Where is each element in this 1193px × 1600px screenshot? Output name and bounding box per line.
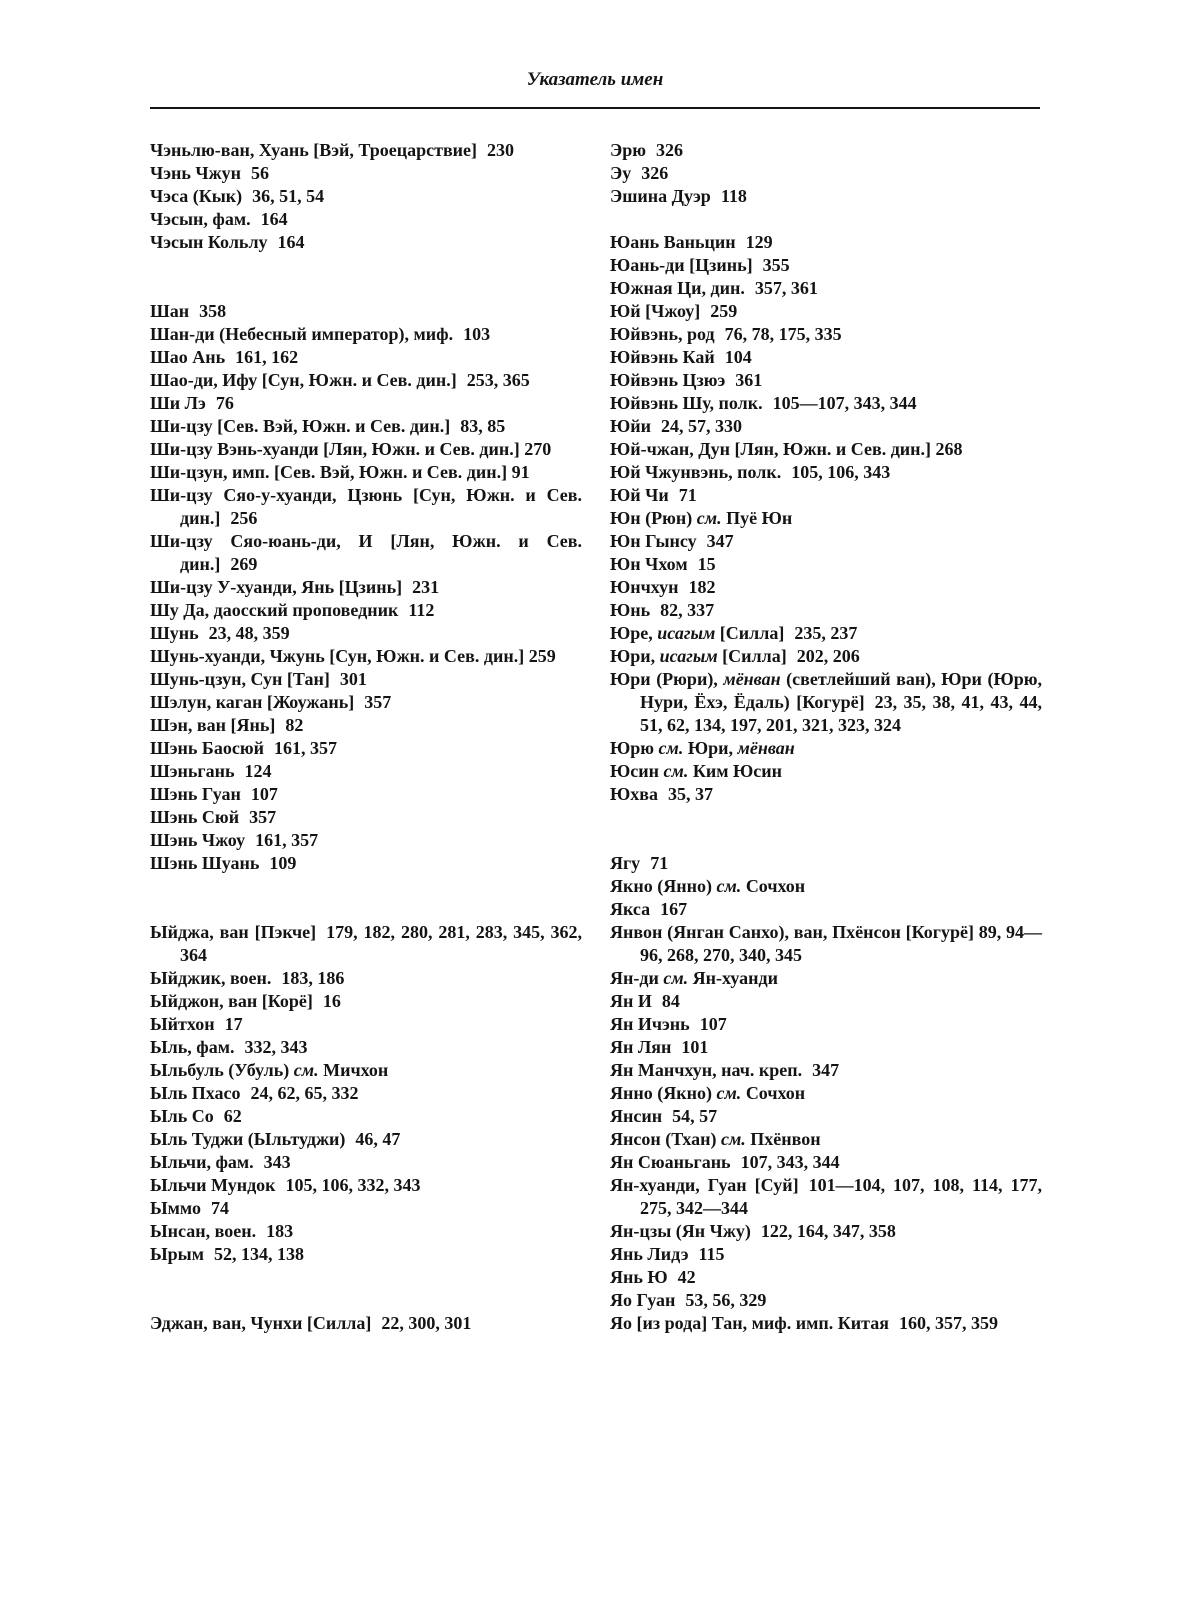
section-gap [150, 1266, 582, 1312]
index-entry: Ши-цзу [Сев. Вэй, Южн. и Сев. дин.] 83, 85 [150, 416, 506, 436]
index-entry: Юхва 35, 37 [610, 784, 713, 804]
index-entry: Эрю 326 [610, 140, 683, 160]
index-entry: Яо Гуан 53, 56, 329 [610, 1290, 767, 1310]
index-entry: Ыль Со 62 [150, 1106, 242, 1126]
index-entry: Ягу 71 [610, 853, 669, 873]
index-entry: Шэньгань 124 [150, 761, 272, 781]
index-entry: Янвон (Янган Санхо), ван, Пхёнсон [Когурё] 89, 94—96, 268, 270, 340, 345 [610, 922, 1042, 965]
index-entry: Ыль, фам. 332, 343 [150, 1037, 308, 1057]
index-entry: Яо [из рода] Тан, миф. имп. Китая 160, 357, 359 [610, 1313, 998, 1333]
index-entry: Янь Лидэ 115 [610, 1244, 725, 1264]
index-entry: Ырым 52, 134, 138 [150, 1244, 304, 1264]
index-entry: Янсин 54, 57 [610, 1106, 718, 1126]
index-entry: Юй-чжан, Дун [Лян, Южн. и Сев. дин.] 268 [610, 439, 963, 459]
index-entry: Шунь 23, 48, 359 [150, 623, 290, 643]
header-rule [150, 107, 1040, 109]
index-entry: Юйвэнь Кай 104 [610, 347, 752, 367]
index-entry: Юн Чхом 15 [610, 554, 716, 574]
index-entry: Ыйджон, ван [Корё] 16 [150, 991, 341, 1011]
index-entry: Юре, исагым [Силла] 235, 237 [610, 623, 858, 643]
index-entry: Ыль Пхасо 24, 62, 65, 332 [150, 1083, 359, 1103]
index-entry: Ян Лян 101 [610, 1037, 709, 1057]
index-entry: Юри, исагым [Силла] 202, 206 [610, 646, 860, 666]
index-entry: Ыльчи Мундок 105, 106, 332, 343 [150, 1175, 421, 1195]
index-entry: Шэнь Чжоу 161, 357 [150, 830, 319, 850]
index-entry: Ыммо 74 [150, 1198, 229, 1218]
index-entry: Чэсын, фам. 164 [150, 209, 288, 229]
section-gap [610, 208, 1042, 231]
index-entry: Ши-цзу Сяо-юань-ди, И [Лян, Южн. и Сев. дин.] 269 [150, 531, 582, 574]
index-entry: Ши-цзу Сяо-у-хуанди, Цзюнь [Сун, Южн. и Сев. дин.] 256 [150, 485, 582, 528]
index-entry: Ынсан, воен. 183 [150, 1221, 294, 1241]
index-entry: Шу Да, даосский проповедник 112 [150, 600, 435, 620]
index-entry: Ян И 84 [610, 991, 680, 1011]
index-entry: Ши-цзу У-хуанди, Янь [Цзинь] 231 [150, 577, 440, 597]
section-gap [610, 806, 1042, 852]
index-entry: Ши-цзу Вэнь-хуанди [Лян, Южн. и Сев. дин.] 270 [150, 439, 552, 459]
index-entry: Шэнь Сюй 357 [150, 807, 277, 827]
index-entry: Ыйджик, воен. 183, 186 [150, 968, 345, 988]
index-entry: Шунь-хуанди, Чжунь [Сун, Южн. и Сев. дин.] 259 [150, 646, 556, 666]
index-entry: Юйвэнь, род 76, 78, 175, 335 [610, 324, 842, 344]
index-entry: Шао Ань 161, 162 [150, 347, 299, 367]
index-entry: Юй [Чжоу] 259 [610, 301, 738, 321]
index-entry: Ыйтхон 17 [150, 1014, 243, 1034]
index-entry: Ши Лэ 76 [150, 393, 234, 413]
index-entry: Юн Гынсу 347 [610, 531, 734, 551]
index-entry: Чэнь Чжун 56 [150, 163, 270, 183]
index-column-left [150, 139, 582, 1335]
index-entry: Эджан, ван, Чунхи [Силла] 22, 300, 301 [150, 1313, 472, 1333]
section-gap [150, 254, 582, 300]
index-entry: Юй Чжунвэнь, полк. 105, 106, 343 [610, 462, 891, 482]
index-entry: Юн (Рюн) см. Пуё Юн [610, 508, 793, 528]
index-entry: Ян Манчхун, нач. креп. 347 [610, 1060, 840, 1080]
index-entry: Юань Ваньцин 129 [610, 232, 773, 252]
index-entry: Юйвэнь Шу, полк. 105—107, 343, 344 [610, 393, 917, 413]
index-entry: Эу 326 [610, 163, 669, 183]
index-entry: Юй Чи 71 [610, 485, 697, 505]
index-entry: Ыльбуль (Убуль) см. Мичхон [150, 1060, 389, 1080]
index-entry: Ыйджа, ван [Пэкче] 179, 182, 280, 281, 283, 345, 362, 364 [150, 922, 582, 965]
index-entry: Шао-ди, Ифу [Сун, Южн. и Сев. дин.] 253, 365 [150, 370, 530, 390]
section-gap [150, 875, 582, 921]
index-entry: Шан 358 [150, 301, 227, 321]
index-entry: Якно (Янно) см. Сочхон [610, 876, 806, 896]
index-column-right [610, 139, 1042, 1335]
index-entry: Юйвэнь Цзюэ 361 [610, 370, 763, 390]
index-entry: Янь Ю 42 [610, 1267, 696, 1287]
index-entry: Якса 167 [610, 899, 688, 919]
index-entry: Шэнь Гуан 107 [150, 784, 278, 804]
index-entry: Шан-ди (Небесный император), миф. 103 [150, 324, 491, 344]
index-entry: Чэса (Кык) 36, 51, 54 [150, 186, 325, 206]
index-entry: Шэнь Баосюй 161, 357 [150, 738, 337, 758]
index-entry: Ян-хуанди, Гуан [Суй] 101—104, 107, 108, 114, 177, 275, 342—344 [610, 1175, 1042, 1218]
index-entry: Южная Ци, дин. 357, 361 [610, 278, 818, 298]
index-entry: Янсон (Тхан) см. Пхёнвон [610, 1129, 821, 1149]
index-entry: Юйи 24, 57, 330 [610, 416, 743, 436]
index-entry: Ян Ичэнь 107 [610, 1014, 727, 1034]
index-entry: Юри (Рюри), мёнван (светлейший ван), Юри (Юрю, Нури, Ёхэ, Ёдаль) [Когурё] 23, 35, 38, 41, 43, 44, 51, 62, 134, 197, 201, 321, 323, 324 [610, 669, 1042, 735]
index-entry: Ян-цзы (Ян Чжу) 122, 164, 347, 358 [610, 1221, 896, 1241]
index-entry: Юсин см. Ким Юсин [610, 761, 783, 781]
index-entry: Ян Сюаньгань 107, 343, 344 [610, 1152, 840, 1172]
index-entry: Ыль Туджи (Ыльтуджи) 46, 47 [150, 1129, 401, 1149]
index-entry: Шунь-цзун, Сун [Тан] 301 [150, 669, 367, 689]
index-entry: Янно (Якно) см. Сочхон [610, 1083, 806, 1103]
index-entry: Ян-ди см. Ян-хуанди [610, 968, 778, 988]
index-entry: Шэлун, каган [Жоужань] 357 [150, 692, 392, 712]
index-entry: Ши-цзун, имп. [Сев. Вэй, Южн. и Сев. дин.] 91 [150, 462, 530, 482]
index-entry: Юрю см. Юри, мёнван [610, 738, 795, 758]
index-entry: Чэньлю-ван, Хуань [Вэй, Троецарствие] 230 [150, 140, 515, 160]
index-entry: Шэнь Шуань 109 [150, 853, 297, 873]
index-entry: Юань-ди [Цзинь] 355 [610, 255, 790, 275]
running-head: Указатель имен [526, 69, 664, 90]
index-entry: Ыльчи, фам. 343 [150, 1152, 291, 1172]
index-entry: Чэсын Кольлу 164 [150, 232, 305, 252]
index-entry: Юнчхун 182 [610, 577, 716, 597]
index-entry: Эшина Дуэр 118 [610, 186, 747, 206]
index-entry: Юнь 82, 337 [610, 600, 715, 620]
index-entry: Шэн, ван [Янь] 82 [150, 715, 304, 735]
